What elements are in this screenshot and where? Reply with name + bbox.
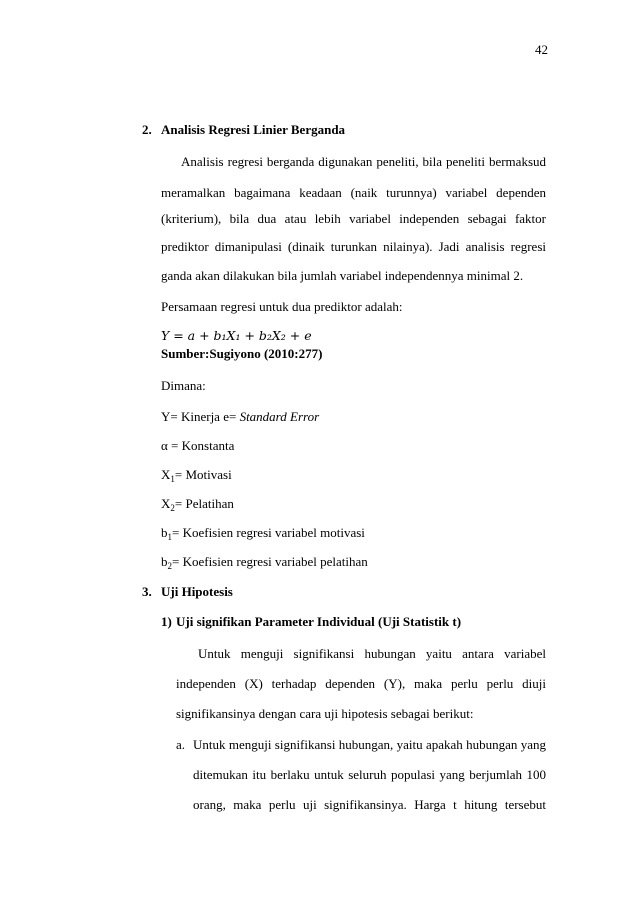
item-a-line-1: Untuk menguji signifikansi hubungan, yaitu apakah hubungan yang: [193, 737, 546, 752]
section-3-title: Uji Hipotesis: [161, 584, 233, 599]
equation-intro: Persamaan regresi untuk dua prediktor adalah:: [161, 299, 403, 314]
section-2-para-line-3: (kriterium), bila dua atau lebih variabel independen sebagai faktor: [161, 211, 546, 226]
definition-alpha: α = Konstanta: [161, 438, 235, 453]
definition-x2: [161, 496, 234, 512]
subsection-1-title: Uji signifikan Parameter Individual (Uji Statistik t): [176, 614, 462, 629]
item-a-label: a.: [176, 737, 186, 752]
definition-b1-var: b: [161, 525, 168, 540]
definition-b2-text: = Koefisien regresi variabel pelatihan: [172, 554, 368, 569]
section-3-para-line-1: Untuk menguji signifikansi hubungan yaitu antara variabel: [198, 646, 546, 661]
definition-x1-text: = Motivasi: [174, 467, 232, 482]
definition-x1-sub: 1: [170, 474, 175, 484]
section-2-para-line-4: prediktor dimanipulasi (dinaik turunkan nilainya). Jadi analisis regresi: [161, 239, 546, 254]
section-2-para-line-1: Analisis regresi berganda digunakan peneliti, bila peneliti bermaksud: [181, 154, 546, 169]
definition-x2-sub: 2: [170, 503, 175, 513]
definition-b1-text: = Koefisien regresi variabel motivasi: [172, 525, 365, 540]
dimana-label: Dimana:: [161, 378, 206, 393]
definition-e-italic: Standard Error: [239, 409, 320, 424]
section-2-number: 2.: [142, 122, 152, 137]
definition-b1: [161, 525, 365, 541]
item-a-line-3: orang, maka perlu uji signifikansinya. Harga t hitung tersebut: [193, 797, 546, 812]
definition-x1: [161, 467, 232, 483]
definition-b2: [161, 554, 368, 570]
definition-y: [161, 409, 319, 425]
section-3-para-line-2: independen (X) terhadap dependen (Y), maka perlu perlu diuji: [176, 676, 546, 691]
section-2-title: Analisis Regresi Linier Berganda: [161, 122, 346, 137]
definition-y-text: Y= Kinerja e=: [161, 409, 240, 424]
subsection-1-number: 1): [161, 614, 172, 629]
source-citation: Sumber:Sugiyono (2010:277): [161, 346, 323, 361]
regression-equation: 𝑌 = 𝑎 + 𝑏₁𝑋₁ + 𝑏₂𝑋₂ + 𝑒: [161, 328, 312, 343]
item-a-line-2: ditemukan itu berlaku untuk seluruh populasi yang berjumlah 100: [193, 767, 546, 782]
definition-x2-var: X: [161, 496, 171, 511]
definition-x2-text: = Pelatihan: [174, 496, 234, 511]
section-2-para-line-5: ganda akan dilakukan bila jumlah variabel independennya minimal 2.: [161, 268, 524, 283]
section-2-para-line-2: meramalkan bagaimana keadaan (naik turunnya) variabel dependen: [161, 185, 546, 200]
definition-x1-var: X: [161, 467, 171, 482]
section-3-number: 3.: [142, 584, 152, 599]
definition-b2-var: b: [161, 554, 168, 569]
definition-b1-sub: 1: [167, 532, 172, 542]
page-number: 42: [535, 42, 548, 57]
definition-b2-sub: 2: [167, 561, 172, 571]
section-3-para-line-3: signifikansinya dengan cara uji hipotesis sebagai berikut:: [176, 706, 474, 721]
